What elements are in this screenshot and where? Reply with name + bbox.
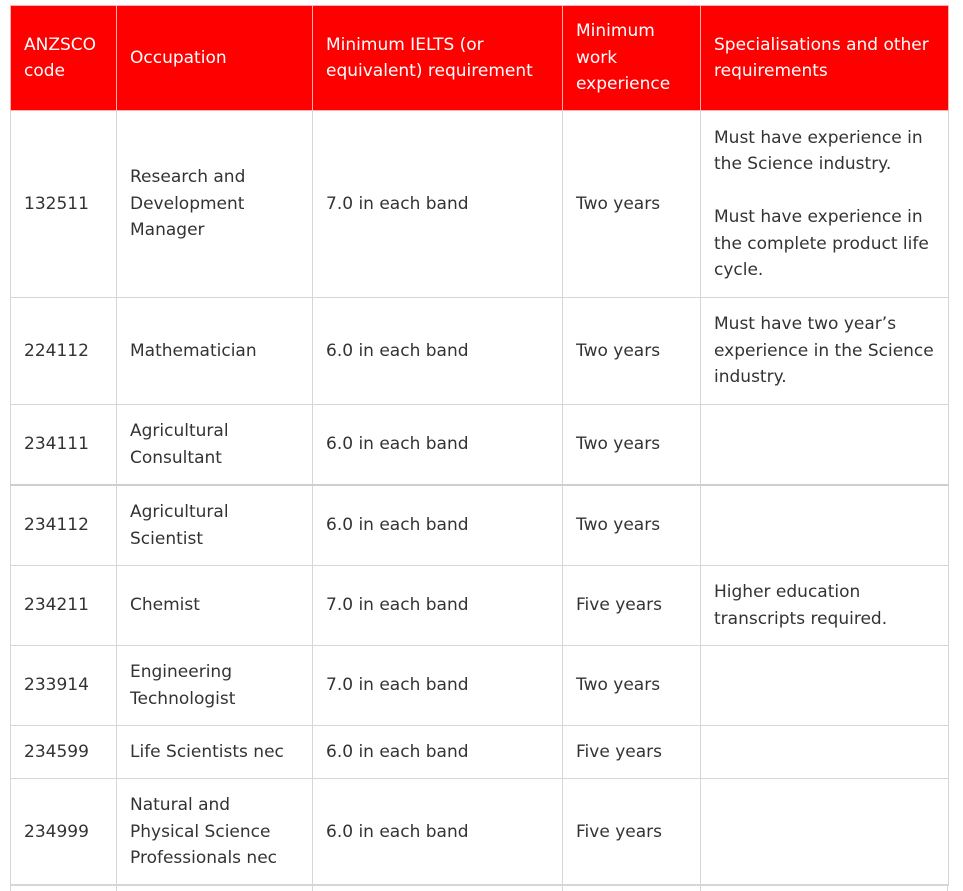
ielts-requirement-cell: 7.0 in each band bbox=[313, 111, 563, 298]
work-experience-cell: Two years bbox=[563, 111, 701, 298]
table-row bbox=[11, 779, 949, 886]
anzsco-code-cell: 233914 bbox=[11, 646, 117, 726]
ielts-requirement-cell: 6.0 in each band bbox=[313, 298, 563, 405]
occupation-cell: Agricultural Consultant bbox=[117, 405, 313, 486]
anzsco-code-cell: 234211 bbox=[11, 566, 117, 646]
work-experience-cell: Five years bbox=[563, 779, 701, 886]
ielts-requirement-cell: 6.0 in each band bbox=[313, 779, 563, 886]
ielts-requirement-cell: 6.0 in each band bbox=[313, 485, 563, 566]
occupation-cell: Agricultural Scientist bbox=[117, 485, 313, 566]
work-experience-cell: Two years bbox=[563, 646, 701, 726]
specialisations-cell bbox=[701, 405, 949, 486]
ielts-requirement-cell: 7.0 in each band bbox=[313, 646, 563, 726]
anzsco-code-cell: 234111 bbox=[11, 405, 117, 486]
table-row bbox=[11, 298, 949, 405]
specialisations-cell bbox=[701, 646, 949, 726]
header-anzsco-code: ANZSCO code bbox=[11, 6, 117, 111]
next-row-partial bbox=[10, 884, 948, 891]
requirement-text: Must have two year’s experience in the Science industry. bbox=[714, 314, 934, 388]
ielts-requirement-cell: 6.0 in each band bbox=[313, 726, 563, 779]
work-experience-cell: Five years bbox=[563, 566, 701, 646]
header-occupation: Occupation bbox=[117, 6, 313, 111]
occupation-table-container bbox=[10, 5, 948, 886]
anzsco-code-cell: 132511 bbox=[11, 111, 117, 298]
ielts-requirement-cell: 7.0 in each band bbox=[313, 566, 563, 646]
occupation-cell: Natural and Physical Science Professionals nec bbox=[117, 779, 313, 886]
occupation-cell: Life Scientists nec bbox=[117, 726, 313, 779]
header-specialisations: Specialisations and other requirements bbox=[701, 6, 949, 111]
specialisations-cell bbox=[701, 779, 949, 886]
anzsco-code-cell: 234112 bbox=[11, 485, 117, 566]
specialisations-cell bbox=[701, 111, 949, 298]
occupation-requirements-table bbox=[10, 5, 949, 886]
occupation-cell: Research and Development Manager bbox=[117, 111, 313, 298]
specialisations-cell bbox=[701, 298, 949, 405]
anzsco-code-cell: 234999 bbox=[11, 779, 117, 886]
work-experience-cell: Two years bbox=[563, 298, 701, 405]
anzsco-code-cell: 224112 bbox=[11, 298, 117, 405]
occupation-cell: Mathematician bbox=[117, 298, 313, 405]
work-experience-cell: Five years bbox=[563, 726, 701, 779]
table-row bbox=[11, 566, 949, 646]
table-row bbox=[11, 111, 949, 298]
occupation-cell: Chemist bbox=[117, 566, 313, 646]
header-minimum-work-experience: Minimum work experience bbox=[563, 6, 701, 111]
requirement-text: Higher education transcripts required. bbox=[714, 582, 888, 629]
table-row bbox=[11, 405, 949, 486]
table-row bbox=[11, 726, 949, 779]
occupation-cell: Engineering Technologist bbox=[117, 646, 313, 726]
table-header-row bbox=[11, 6, 949, 111]
table-row bbox=[11, 646, 949, 726]
work-experience-cell: Two years bbox=[563, 485, 701, 566]
header-minimum-ielts: Minimum IELTS (or equivalent) requirement bbox=[313, 6, 563, 111]
table-row bbox=[11, 485, 949, 566]
specialisations-cell bbox=[701, 566, 949, 646]
specialisations-cell bbox=[701, 485, 949, 566]
requirement-text: Must have experience in the Science industry. bbox=[714, 127, 923, 174]
ielts-requirement-cell: 6.0 in each band bbox=[313, 405, 563, 486]
requirement-text: Must have experience in the complete product life cycle. bbox=[714, 207, 929, 280]
work-experience-cell: Two years bbox=[563, 405, 701, 486]
anzsco-code-cell: 234599 bbox=[11, 726, 117, 779]
specialisations-cell bbox=[701, 726, 949, 779]
